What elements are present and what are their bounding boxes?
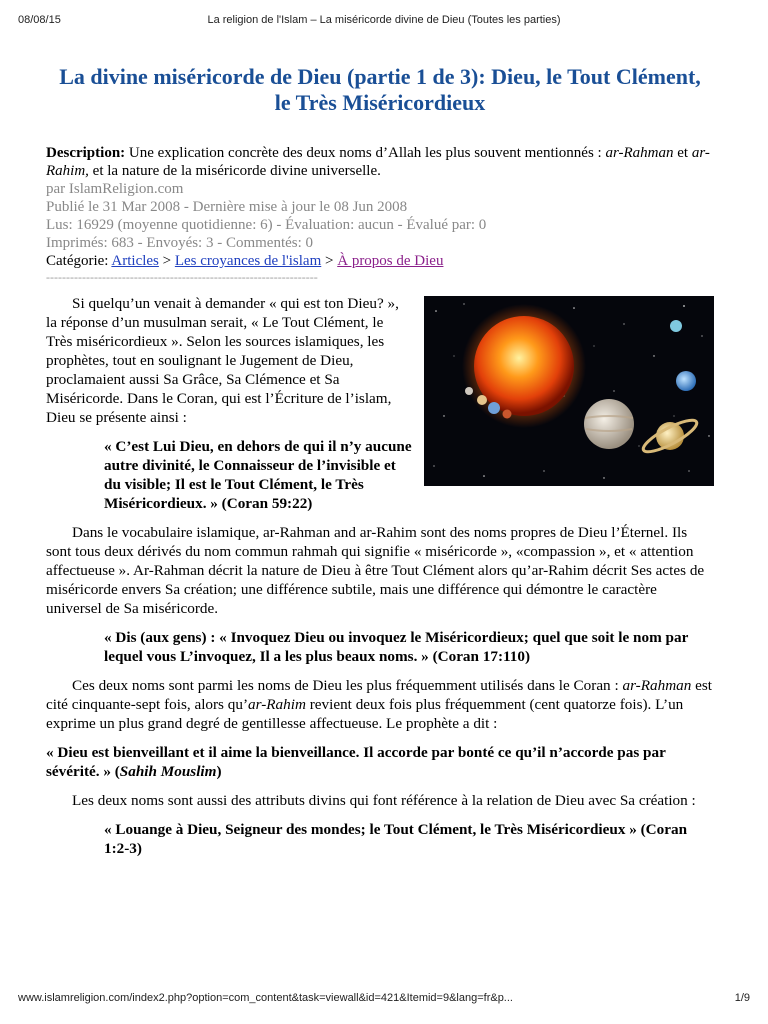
quote-coran-59-22: « C’est Lui Dieu, en dehors de qui il n’y aucune autre divinité, le Connaisseur de l’invisible et du visible; Il est le Tout Clément, le Très Miséricordieux. » (Coran 59:22): [104, 438, 412, 512]
category-link-croyances[interactable]: Les croyances de l'islam: [174, 253, 322, 269]
hadith-end: ): [216, 763, 222, 780]
description: [46, 144, 714, 180]
name-ar-rahman: ar-Rahman: [622, 677, 692, 694]
description-name-rahman: ar-Rahman: [605, 145, 674, 161]
print-page-title: La religion de l'Islam – La miséricorde divine de Dieu (Toutes les parties): [207, 14, 561, 26]
paragraph-attributs: Les deux noms sont aussi des attributs divins qui font référence à la relation de Dieu avec Sa création :: [72, 792, 696, 809]
print-footer: [0, 992, 768, 1008]
paragraph-vocabulaire: Dans le vocabulaire islamique, ar-Rahman and ar-Rahim sont des noms propres de Dieu l’Éternel. Ils sont tous deux dérivés du nom commun rahmah qui signifie « miséricorde », «compassion », et « attention affectueuse ». Ar-Rahman décrit la nature de Dieu à être Tout Clément alors qu’ar-Rahim décrit Ses actes de miséricorde envers Sa création; une différence subtile, mais une différence qui démontre le caractère universel de Sa miséricorde.: [46, 524, 705, 617]
published-date: Publié le 31 Mar 2008 - Dernière mise à jour le 08 Jun 2008: [46, 199, 408, 215]
article-meta: [46, 144, 714, 284]
paragraph-frequence: [46, 676, 714, 733]
paragraph-text: revient deux fois plus fréquemment (cent quatorze fois). L’un exprime un plus grand degré de gentillesse affectueuse. Le prophète a dit :: [46, 696, 684, 732]
description-label: Description:: [46, 145, 126, 161]
article-body: [46, 294, 714, 858]
print-header: [0, 14, 768, 30]
quote-hadith: [46, 743, 714, 781]
article: [46, 64, 714, 868]
print-stats: Imprimés: 683 - Envoyés: 3 - Commentés: 0: [46, 235, 314, 251]
quote-coran-17-110: « Dis (aux gens) : « Invoquez Dieu ou invoquez le Miséricordieux; quel que soit le nom par lequel vous L’invoquez, Il a les plus beaux noms. » (Coran 17:110): [104, 629, 689, 665]
description-text-mid: et: [673, 145, 692, 161]
breadcrumb-separator: >: [321, 253, 338, 269]
solar-system-illustration: [424, 296, 714, 486]
category-label: Catégorie:: [46, 253, 112, 269]
solar-system-image: [424, 296, 714, 486]
category-breadcrumb: [46, 252, 714, 270]
breadcrumb-separator: >: [158, 253, 175, 269]
article-title: La divine miséricorde de Dieu (partie 1 de 3): Dieu, le Tout Clément, le Très Miséricordieux: [59, 64, 701, 115]
paragraph-text: est cité cinquante-sept fois, alors qu’: [46, 677, 713, 713]
description-text: Une explication concrète des deux noms d’Allah les plus souvent mentionnés :: [125, 145, 606, 161]
hadith-text: « Dieu est bienveillant et il aime la bienveillance. Il accorde par bonté ce qu’il n’accorde pas par sévérité. » (: [46, 744, 666, 780]
paragraph-text: Ces deux noms sont parmi les noms de Dieu les plus fréquemment utilisés dans le Coran :: [72, 677, 623, 694]
description-name-rahim: ar-Rahim,: [46, 145, 710, 179]
divider: --------------------------------------------------------------------: [46, 270, 318, 284]
hadith-source: Sahih Mouslim: [119, 763, 217, 780]
page-number: 1/9: [734, 992, 750, 1004]
description-text-end: et la nature de la miséricorde divine universelle.: [88, 163, 381, 179]
paragraph-intro: Si quelqu’un venait à demander « qui est ton Dieu? », la réponse d’un musulman serait, « Le Tout Clément, le Très miséricordieux ». Selon les sources islamiques, les prophètes, tout en soulignant le Jugement de Dieu, proclamaient aussi Sa Grâce, Sa Clémence et Sa Miséricorde. Dans le Coran, qui est l’Écriture de l’islam, Dieu se présente ainsi :: [46, 295, 399, 426]
author: par IslamReligion.com: [46, 181, 184, 197]
name-ar-rahim: ar-Rahim: [248, 696, 306, 713]
page-url: www.islamreligion.com/index2.php?option=com_content&task=viewall&id=421&Itemid=9&lang=fr&p...: [18, 992, 513, 1004]
print-date: 08/08/15: [18, 14, 61, 26]
quote-coran-1-2-3: « Louange à Dieu, Seigneur des mondes; le Tout Clément, le Très Miséricordieux » (Coran 1:2-3): [104, 821, 688, 857]
category-link-articles[interactable]: Articles: [111, 253, 159, 269]
read-stats: Lus: 16929 (moyenne quotidienne: 6) - Évaluation: aucun - Évalué par: 0: [46, 217, 487, 233]
category-link-a-propos-de-dieu[interactable]: À propos de Dieu: [337, 253, 444, 269]
